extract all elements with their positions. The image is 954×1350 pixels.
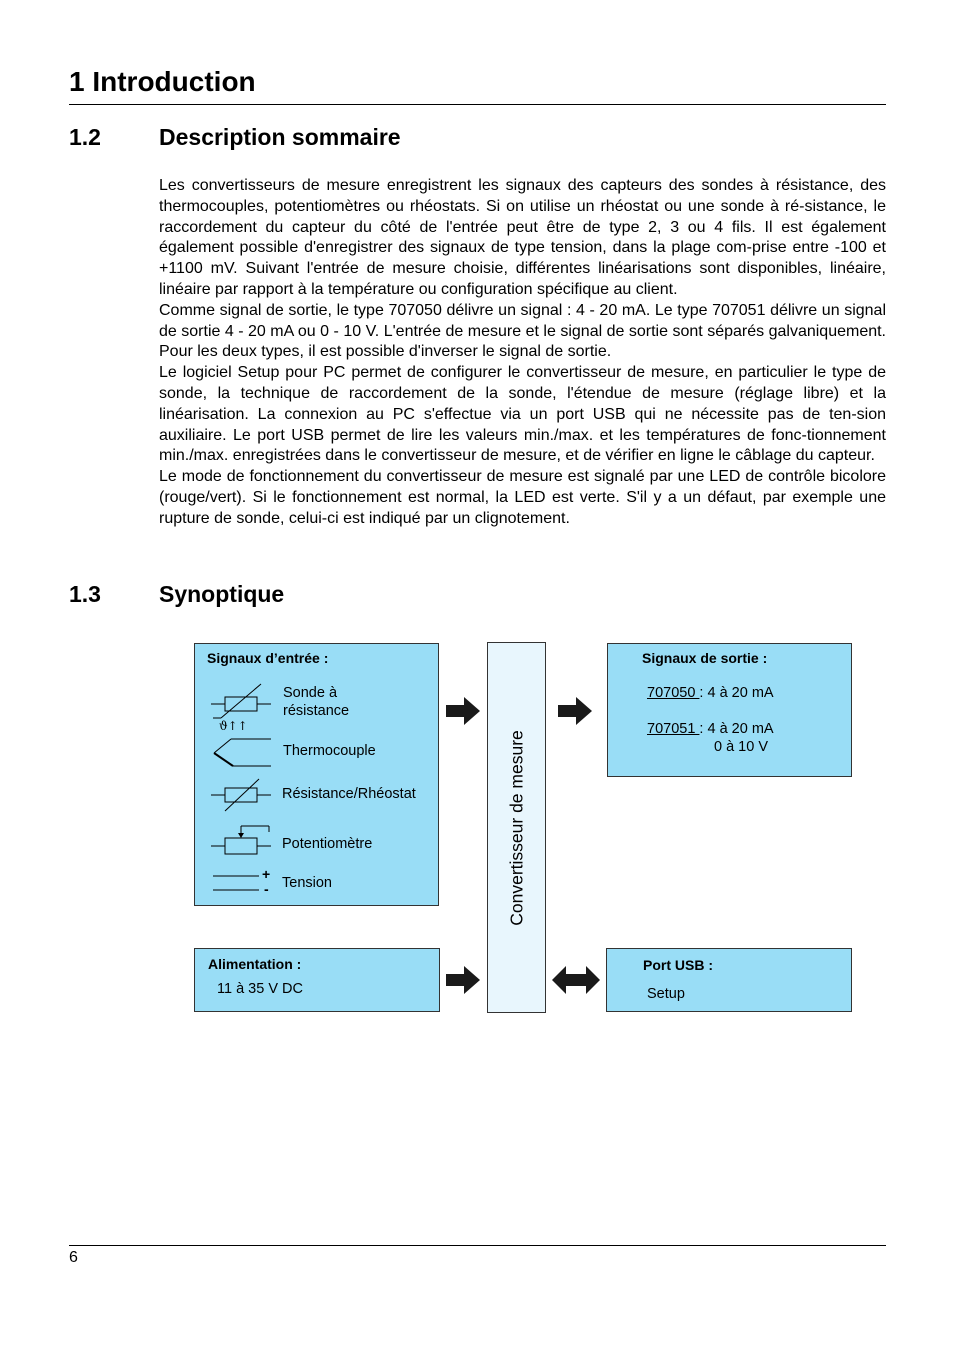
input-signals-box (194, 643, 439, 906)
input-signals-title: Signaux d’entrée : (207, 650, 329, 666)
output-value-707050: 4 à 20 mA (707, 685, 774, 701)
arrow-right-icon (558, 697, 594, 725)
header-rule (69, 104, 886, 105)
input-label-resistance-probe: Sonde à (283, 685, 338, 701)
output-signals-box (607, 643, 852, 777)
output-type-707051: 707051 (647, 721, 700, 737)
arrow-right-icon (446, 966, 482, 994)
voltage-minus-sign: - (264, 881, 269, 897)
power-supply-value: 11 à 35 V DC (217, 981, 303, 997)
section-heading: Description sommaire (159, 124, 401, 150)
section-title-description (69, 122, 401, 152)
footer-rule (69, 1245, 886, 1246)
paragraph: Le mode de fonctionnement du convertisseur de mesure est signalé par une LED de contrôle bicolore (rouge/vert). Si le fonctionnement est normal, la LED est verte. S'il y a un défaut, par exemple une rupture de sonde, celui-ci est indiqué par un clignotement. (159, 468, 886, 527)
description-body (159, 176, 886, 530)
power-supply-box (194, 948, 440, 1012)
usb-port-title: Port USB : (643, 957, 713, 973)
section-heading: Synoptique (159, 581, 285, 607)
output-separator: : (699, 721, 708, 737)
output-separator: : (699, 685, 708, 701)
page-number: 6 (69, 1249, 78, 1266)
output-type-707050: 707050 (647, 685, 700, 701)
input-label-thermocouple: Thermocouple (283, 743, 376, 759)
output-signals-title: Signaux de sortie : (642, 650, 768, 666)
section-number: 1.3 (69, 581, 101, 607)
double-arrow-icon (552, 966, 600, 994)
input-label-voltage: Tension (282, 875, 332, 891)
output-value-707051-voltage: 0 à 10 V (714, 739, 769, 755)
paragraph: Le logiciel Setup pour PC permet de configurer le convertisseur de mesure, en particulier le type de sonde, la technique de raccordement de la sonde, l'étendue de mesure (réglage libre) et la linéarisation. La connexion au PC s'effectue via un port USB qui ne nécessite pas de ten-sion auxiliaire. Le port USB permet de lire les valeurs min./max. et les températures de fonc-tionnement min./max. enregistrées dans le convertisseur de mesure, et de vérifier en ligne le câblage du capteur. (159, 364, 886, 465)
output-value-707051: 4 à 20 mA (707, 721, 774, 737)
paragraph: Comme signal de sortie, le type 707050 délivre un signal : 4 - 20 mA. Le type 707051 délivre un signal de sortie 4 - 20 mA ou 0 - 10 V. L'entrée de mesure et le signal de sortie sont séparés galvaniquement. Pour les deux types, il est possible d'inverser le signal de sortie. (159, 301, 886, 361)
rheostat-icon (209, 777, 273, 813)
paragraph: Les convertisseurs de mesure enregistrent les signaux des capteurs des sondes à résistance, des thermocouples, potentiomètres ou rhéostats. Si on utilise un rhéostat ou une sonde à ré-sistance, le raccordement du capteur du côté de l'entrée peut être de type 2, 3 ou 4 fils. Il est également également possible d'enregistrer des signaux de type tension, dans la plage com-prise entre -100 et +1100 mV. Suivant l'entrée de mesure choisie, différentes linéarisations sont disponibles, linéaire, linéaire par rapport à la température ou configuration spécifique au client. (159, 177, 886, 298)
thermocouple-icon (211, 736, 273, 768)
usb-port-box (606, 948, 852, 1012)
converter-block (487, 642, 546, 1013)
output-line-707051 (647, 720, 774, 738)
voltage-plus-sign: + (262, 866, 271, 882)
power-supply-title: Alimentation : (208, 956, 302, 972)
potentiometer-icon (209, 824, 273, 858)
input-label-potentiometer: Potentiomètre (282, 836, 373, 852)
input-label-resistance-probe-line2: résistance (283, 703, 350, 719)
usb-port-value: Setup (647, 986, 685, 1002)
section-number: 1.2 (69, 124, 101, 150)
output-line-707050 (647, 684, 774, 702)
input-label-rheostat: Résistance/Rhéostat (282, 786, 416, 802)
resistance-probe-symbol-text: ϑ↑↑ (219, 719, 248, 733)
arrow-right-icon (446, 697, 482, 725)
chapter-title: 1 Introduction (69, 66, 256, 97)
voltage-icon (211, 872, 263, 894)
section-title-synoptique (69, 579, 284, 609)
converter-label: Convertisseur de mesure (506, 729, 526, 926)
